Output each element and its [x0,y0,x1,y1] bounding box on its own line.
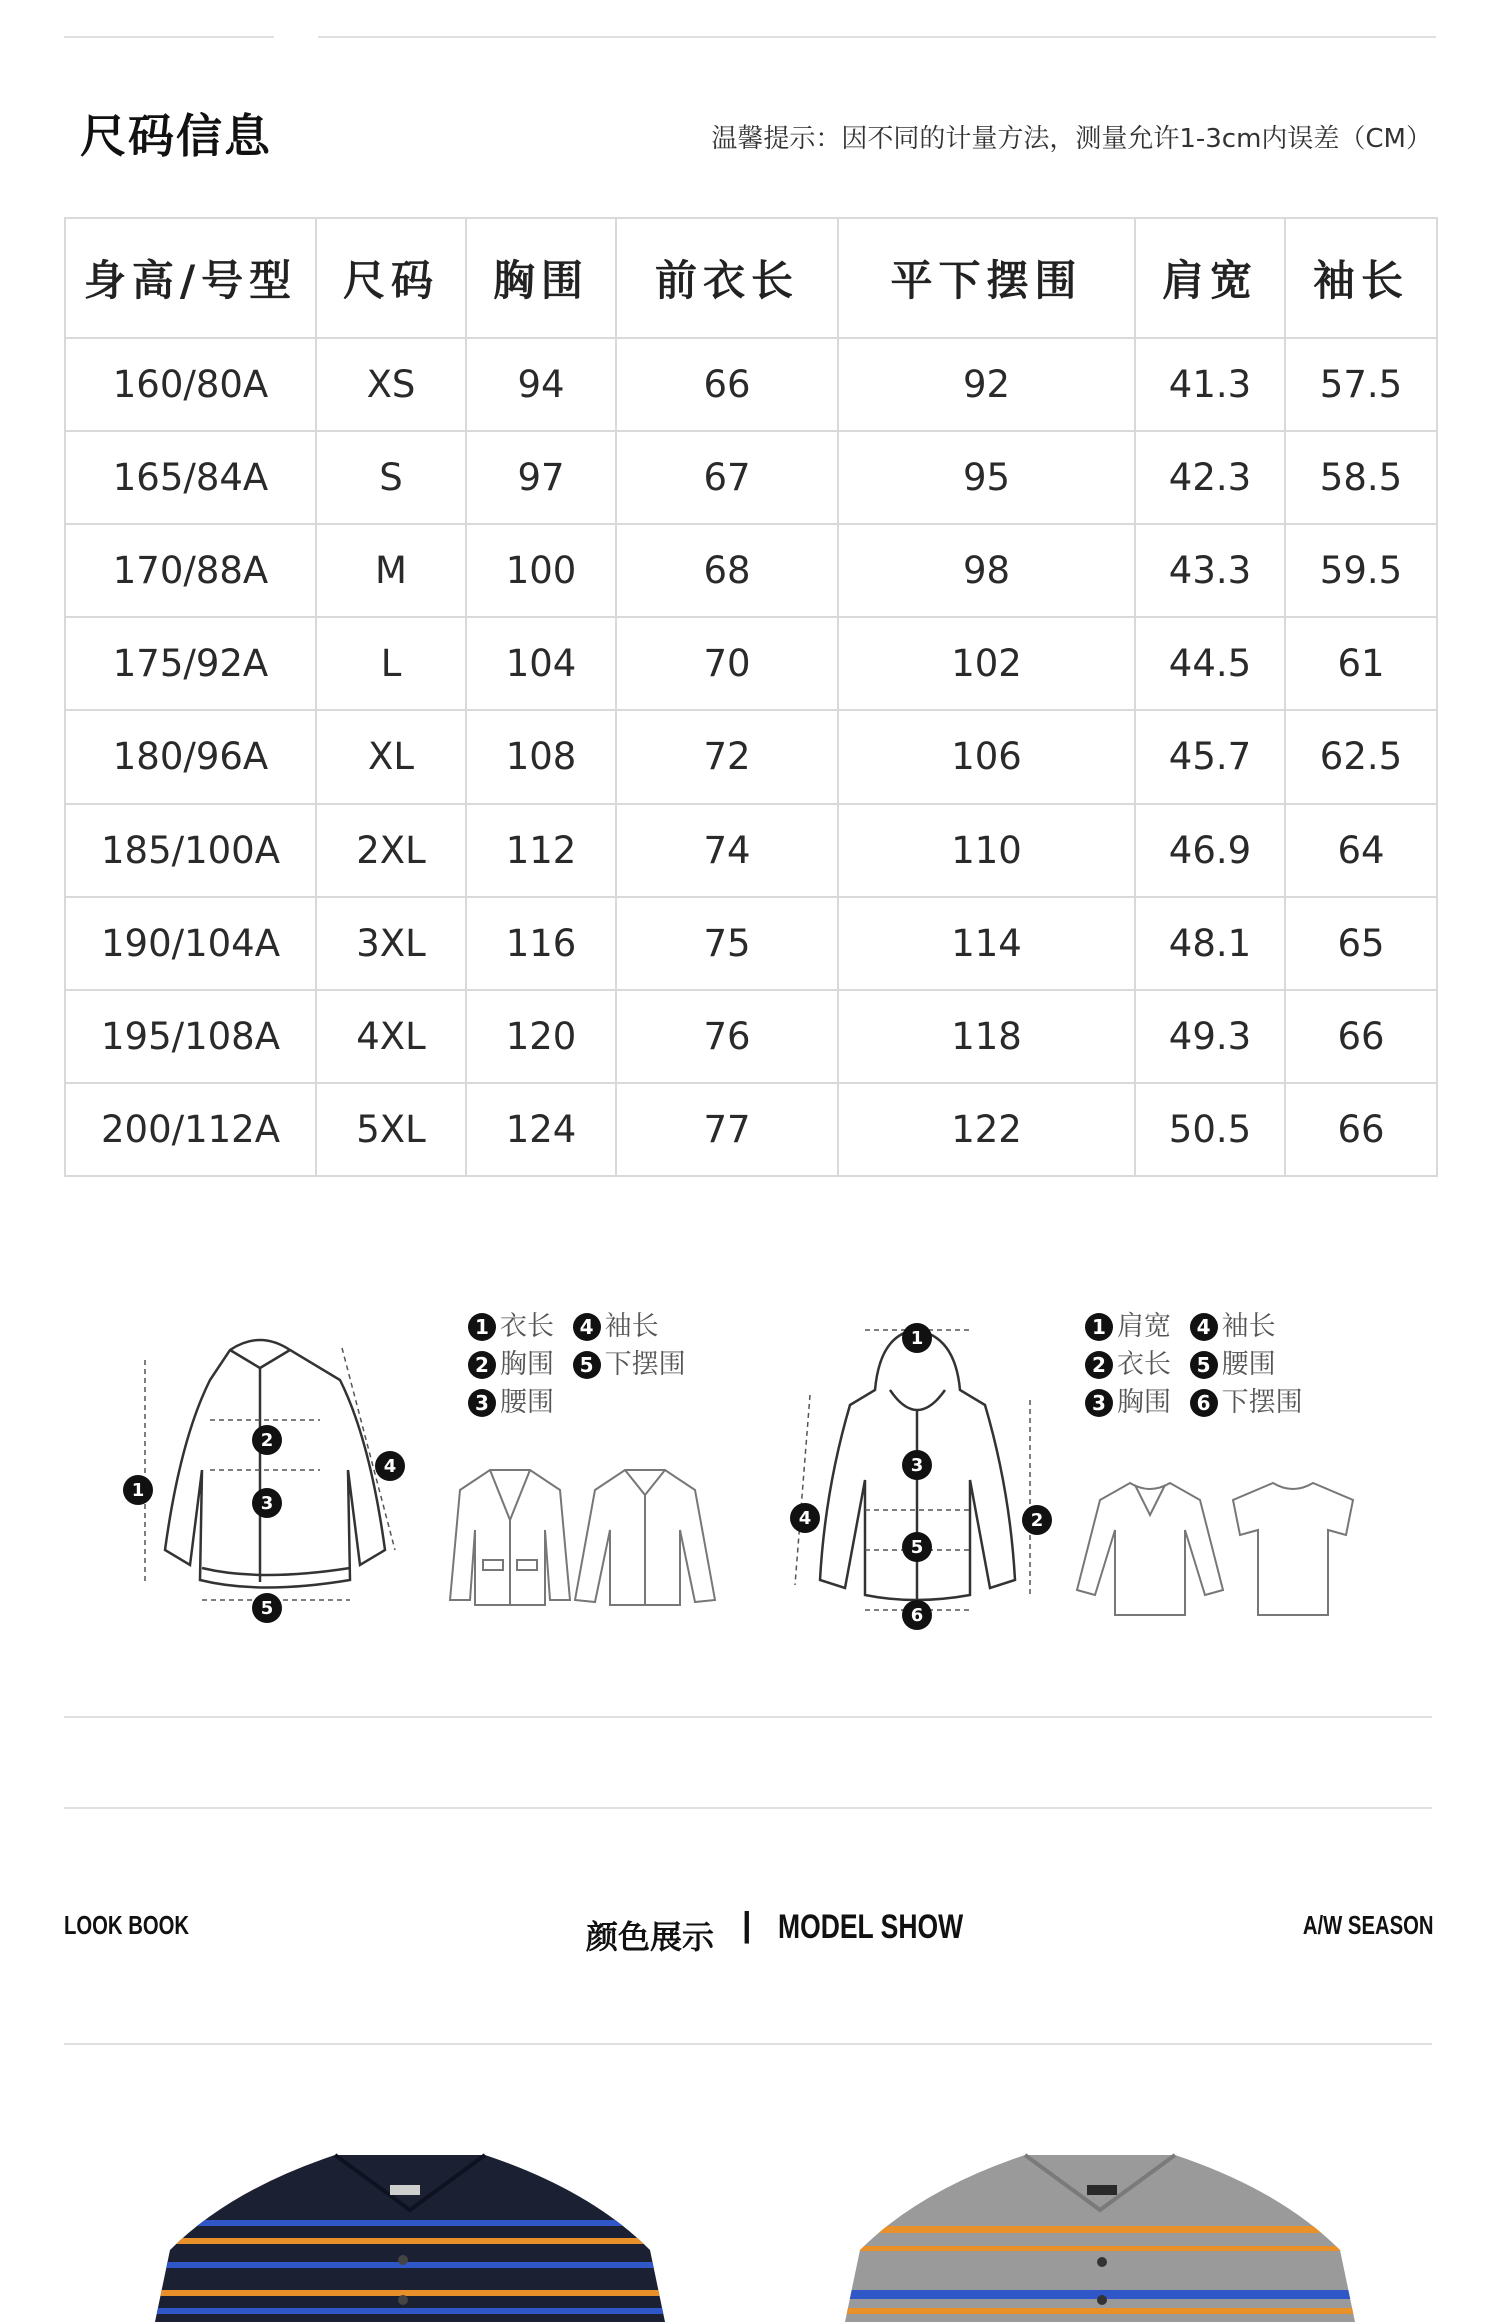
blazer-icon [445,1460,575,1610]
legend-num: 2 [1085,1351,1113,1379]
hoodie-measure-diagram [780,1310,1080,1640]
cell-height-type: 200/112A [65,1083,316,1176]
cell-hem: 92 [838,338,1135,431]
cell-sleeve: 58.5 [1285,431,1437,524]
color-show-title: 颜色展示 [586,1919,715,1955]
legend-label: 袖长 [1221,1311,1276,1342]
cell-size: 3XL [316,897,466,990]
cell-height-type: 180/96A [65,710,316,803]
marker-1: 1 [131,1480,145,1501]
cell-size: S [316,431,466,524]
legend-num: 4 [1190,1313,1218,1341]
legend-label: 下摆围 [604,1349,686,1380]
cell-height-type: 185/100A [65,804,316,897]
cell-size: L [316,617,466,710]
cell-front-length: 74 [616,804,838,897]
legend-num: 5 [573,1351,601,1379]
top-rule-right [318,36,1436,38]
cell-hem: 122 [838,1083,1135,1176]
header-size: 尺码 [316,218,466,338]
legend-label: 衣长 [1117,1349,1171,1380]
marker-4: 4 [383,1456,397,1477]
legend-num: 4 [573,1313,601,1341]
season-label: A/W SEASON [1303,1910,1434,1940]
banner-divider: | [742,1906,752,1944]
legend-label: 下摆围 [1221,1387,1303,1418]
legend-label: 胸围 [1117,1387,1171,1418]
cell-shoulder: 43.3 [1135,524,1285,617]
cell-front-length: 72 [616,710,838,803]
marker-1: 1 [910,1328,924,1349]
legend-label: 胸围 [500,1349,554,1380]
legend-label: 袖长 [604,1311,659,1342]
header-height-type: 身高/号型 [65,218,316,338]
header-hem: 平下摆围 [838,218,1135,338]
cell-shoulder: 50.5 [1135,1083,1285,1176]
cell-size: 4XL [316,990,466,1083]
cell-hem: 118 [838,990,1135,1083]
cell-size: M [316,524,466,617]
cell-chest: 120 [466,990,616,1083]
marker-2: 2 [1030,1510,1044,1531]
marker-6: 6 [910,1605,924,1626]
cell-size: 5XL [316,1083,466,1176]
cell-front-length: 67 [616,431,838,524]
cell-shoulder: 46.9 [1135,804,1285,897]
cell-sleeve: 57.5 [1285,338,1437,431]
cell-chest: 116 [466,897,616,990]
cell-chest: 108 [466,710,616,803]
header-sleeve: 袖长 [1285,218,1437,338]
cell-hem: 95 [838,431,1135,524]
cell-height-type: 165/84A [65,431,316,524]
cell-sleeve: 66 [1285,1083,1437,1176]
navy-striped-polo-image [150,2150,670,2322]
cell-shoulder: 42.3 [1135,431,1285,524]
shirt-outline-icon [570,1460,720,1610]
marker-3: 3 [910,1455,924,1476]
cell-front-length: 70 [616,617,838,710]
cell-sleeve: 59.5 [1285,524,1437,617]
cell-height-type: 175/92A [65,617,316,710]
right-diagram-legend [1085,1308,1303,1422]
header-shoulder: 肩宽 [1135,218,1285,338]
table-row [65,1083,1437,1176]
jacket-measure-diagram [110,1320,430,1630]
cell-front-length: 75 [616,897,838,990]
size-info-title: 尺码信息 [80,109,272,163]
longsleeve-tee-icon [1075,1475,1225,1620]
cell-height-type: 195/108A [65,990,316,1083]
cell-front-length: 77 [616,1083,838,1176]
table-header-row [65,218,1437,338]
marker-3: 3 [260,1493,274,1514]
cell-chest: 94 [466,338,616,431]
cell-height-type: 190/104A [65,897,316,990]
marker-4: 4 [798,1508,812,1529]
header-chest: 胸围 [466,218,616,338]
cell-size: XL [316,710,466,803]
legend-label: 腰围 [500,1387,554,1418]
cell-sleeve: 62.5 [1285,710,1437,803]
legend-num: 1 [468,1313,496,1341]
cell-chest: 112 [466,804,616,897]
cell-height-type: 160/80A [65,338,316,431]
cell-chest: 124 [466,1083,616,1176]
legend-num: 2 [468,1351,496,1379]
cell-shoulder: 48.1 [1135,897,1285,990]
cell-height-type: 170/88A [65,524,316,617]
legend-label: 腰围 [1221,1349,1276,1380]
cell-front-length: 68 [616,524,838,617]
rule-before-banner [64,1807,1432,1809]
look-book-label: LOOK BOOK [64,1910,190,1940]
cell-chest: 97 [466,431,616,524]
table-row [65,804,1437,897]
legend-num: 6 [1190,1389,1218,1417]
cell-shoulder: 44.5 [1135,617,1285,710]
cell-chest: 104 [466,617,616,710]
measurement-note: 温馨提示：因不同的计量方法，测量允许1-3cm内误差（CM） [711,124,1432,154]
cell-hem: 98 [838,524,1135,617]
table-row [65,710,1437,803]
cell-hem: 114 [838,897,1135,990]
cell-sleeve: 66 [1285,990,1437,1083]
table-row [65,338,1437,431]
top-rule-left [64,36,274,38]
cell-shoulder: 41.3 [1135,338,1285,431]
size-chart-table [64,217,1438,1177]
tshirt-icon [1228,1475,1358,1620]
table-row [65,617,1437,710]
legend-num: 5 [1190,1351,1218,1379]
legend-label: 肩宽 [1117,1311,1171,1342]
rule-after-diagrams [64,1716,1432,1718]
cell-sleeve: 64 [1285,804,1437,897]
legend-num: 3 [468,1389,496,1417]
cell-shoulder: 49.3 [1135,990,1285,1083]
marker-5: 5 [910,1537,924,1558]
cell-sleeve: 61 [1285,617,1437,710]
table-row [65,431,1437,524]
grey-striped-polo-image [840,2150,1360,2322]
marker-5: 5 [260,1598,274,1619]
cell-hem: 106 [838,710,1135,803]
cell-front-length: 66 [616,338,838,431]
table-row [65,897,1437,990]
cell-size: 2XL [316,804,466,897]
cell-front-length: 76 [616,990,838,1083]
model-show-title: MODEL SHOW [778,1908,964,1946]
cell-sleeve: 65 [1285,897,1437,990]
legend-label: 衣长 [500,1311,554,1342]
legend-num: 1 [1085,1313,1113,1341]
header-front-length: 前衣长 [616,218,838,338]
cell-shoulder: 45.7 [1135,710,1285,803]
cell-chest: 100 [466,524,616,617]
left-diagram-legend [468,1308,686,1422]
table-row [65,524,1437,617]
cell-size: XS [316,338,466,431]
legend-num: 3 [1085,1389,1113,1417]
rule-after-banner [64,2043,1432,2045]
table-row [65,990,1437,1083]
cell-hem: 110 [838,804,1135,897]
marker-2: 2 [260,1430,274,1451]
cell-hem: 102 [838,617,1135,710]
